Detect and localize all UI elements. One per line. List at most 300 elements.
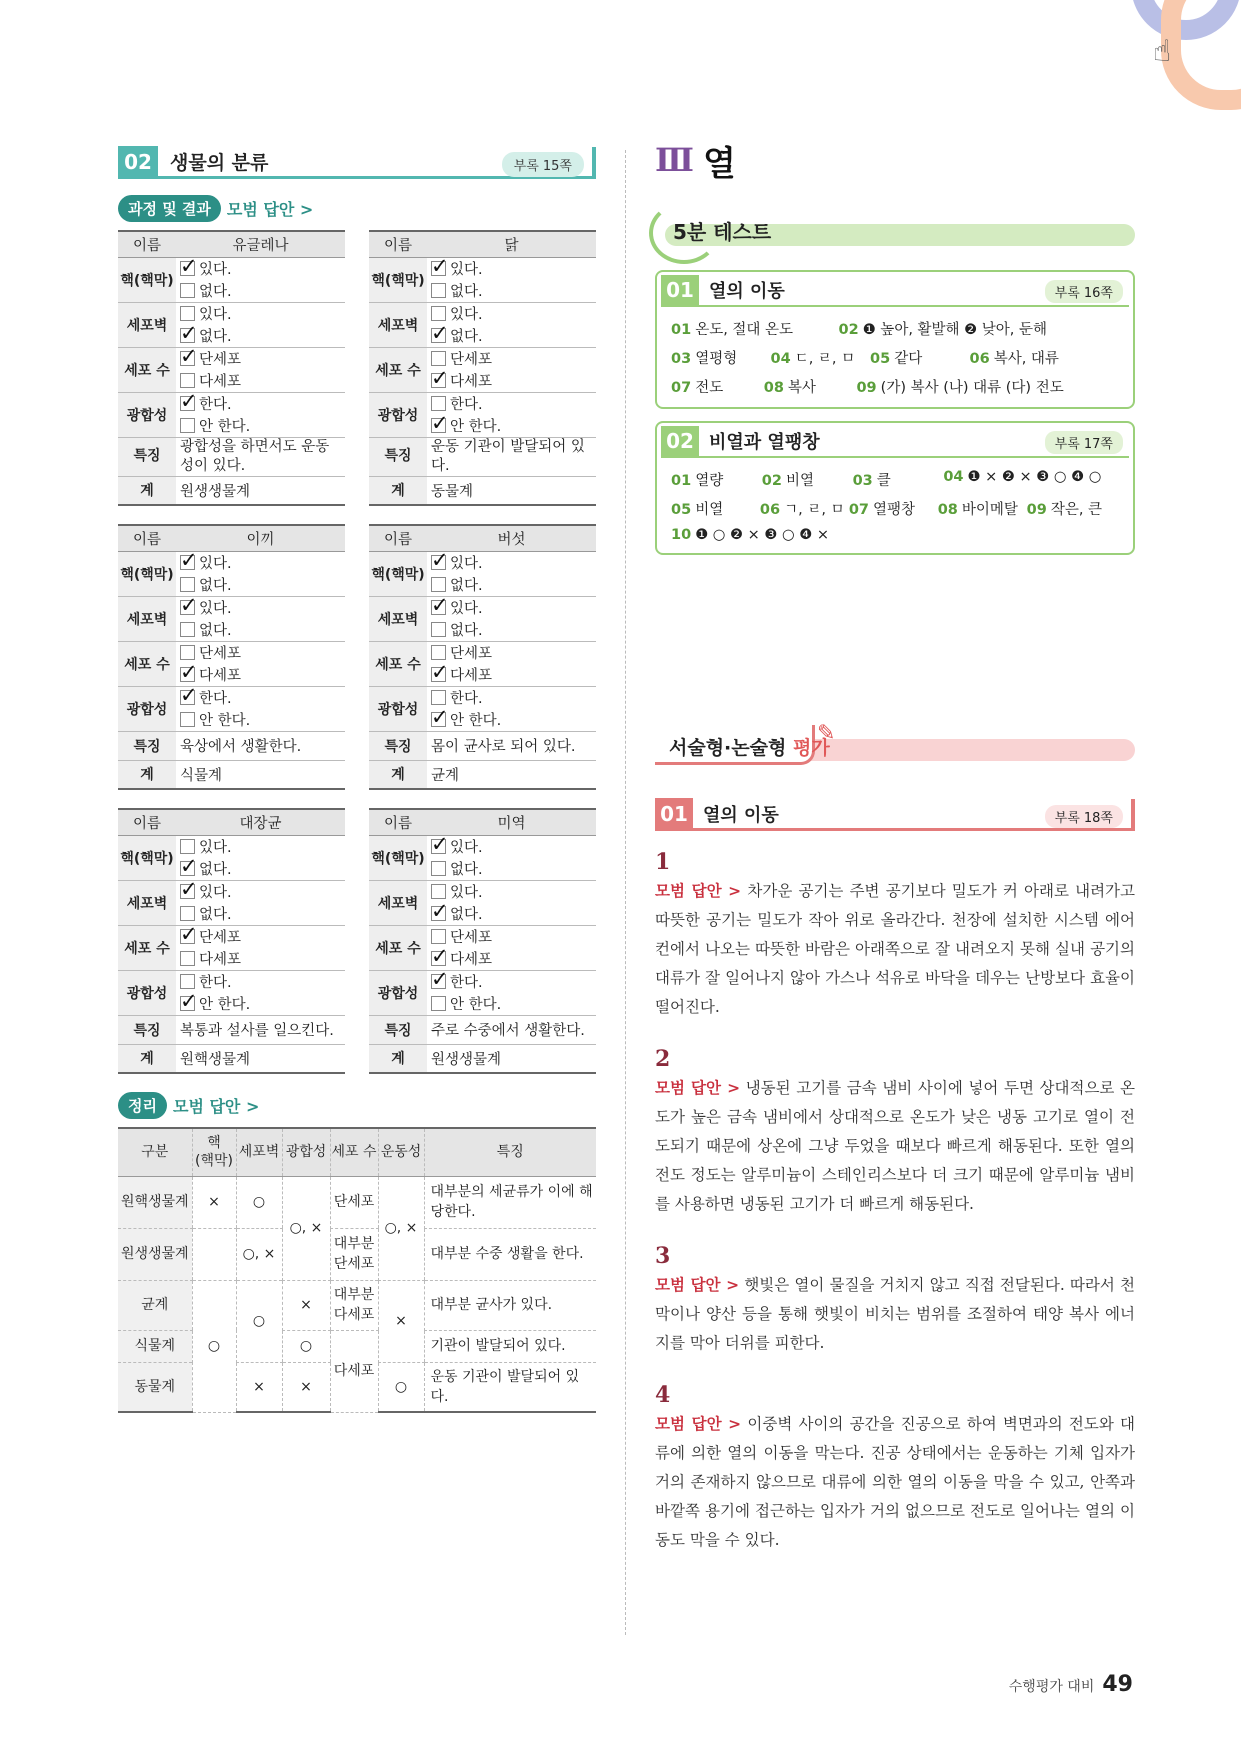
answer-row xyxy=(657,469,1133,490)
table-row xyxy=(369,835,596,880)
table-row xyxy=(369,641,596,686)
answer-number: 10 xyxy=(671,527,692,543)
checkbox-icon[interactable] xyxy=(180,600,195,615)
header-features: 특징 xyxy=(424,1128,596,1176)
checkbox-icon[interactable] xyxy=(431,974,446,989)
organism-table xyxy=(118,524,345,790)
answer-number: 07 xyxy=(671,380,692,396)
checkbox-icon[interactable] xyxy=(180,328,195,343)
option-a[interactable] xyxy=(180,552,262,573)
row-key: 핵(핵막) xyxy=(118,551,176,596)
table-row xyxy=(118,1015,345,1044)
checkbox-icon[interactable] xyxy=(180,712,195,727)
option-a[interactable] xyxy=(431,836,513,857)
option-label: 한다. xyxy=(199,974,232,991)
checkbox-icon[interactable] xyxy=(180,373,195,388)
option-label: 단세포 xyxy=(199,351,242,368)
cell: 운동 기관이 발달되어 있다. xyxy=(424,1362,596,1412)
option-label: 한다. xyxy=(199,690,232,707)
summary-header-row xyxy=(118,1128,596,1176)
row-value xyxy=(427,596,596,641)
table-row xyxy=(118,686,345,731)
option-label: 있다. xyxy=(450,839,483,856)
column-divider xyxy=(625,150,626,1635)
answer-body: 이중벽 사이의 공간을 진공으로 하여 벽면과의 전도와 대류에 의한 열의 이동을 막는다. 진공 상태에서는 운동하는 기체 입자가 거의 존재하지 않으므로 대류에 의한 열의 이동을 막을 수 있고, 안쪽과 바깥쪽 용기에 접근하는 입자가 거의 없으므로 전도로 일어나는 열의 이동도 막을 수 있다. xyxy=(655,1415,1135,1549)
essay-section-header xyxy=(655,799,1135,831)
summary-row xyxy=(118,1280,596,1330)
pointing-hand-icon: ☝ xyxy=(1153,34,1172,69)
summary-table xyxy=(118,1127,596,1413)
option-label: 있다. xyxy=(199,261,232,278)
row-key: 세포 수 xyxy=(118,925,176,970)
row-label: 원핵생물계 xyxy=(118,1176,192,1228)
answer-text: 비열 xyxy=(785,473,814,489)
option-a[interactable] xyxy=(180,687,262,708)
essay-section-title: 열의 이동 xyxy=(703,804,779,826)
checkbox-icon[interactable] xyxy=(431,951,446,966)
row-key: 핵(핵막) xyxy=(118,257,176,302)
process-pill: 과정 및 결과 xyxy=(118,195,221,222)
option-b[interactable] xyxy=(180,574,262,595)
checkbox-icon[interactable] xyxy=(180,261,195,276)
checkbox-icon[interactable] xyxy=(431,622,446,637)
option-label: 있다. xyxy=(199,839,232,856)
option-b[interactable] xyxy=(180,280,262,301)
card-underline xyxy=(661,456,1129,458)
option-b[interactable] xyxy=(180,993,262,1014)
answer-number: 08 xyxy=(763,380,784,396)
section-header xyxy=(118,147,596,179)
checkbox-icon[interactable] xyxy=(431,577,446,592)
option-label: 있다. xyxy=(450,600,483,617)
question-number: 2 xyxy=(655,1046,671,1072)
question-answer xyxy=(655,1410,1135,1555)
writing-icon: ✎ xyxy=(817,721,836,746)
essay-section-endbar xyxy=(1131,799,1135,831)
essay-question xyxy=(655,1382,1135,1555)
organism-table xyxy=(118,808,345,1074)
answer-number: 06 xyxy=(759,502,781,518)
row-key: 핵(핵막) xyxy=(369,835,427,880)
option-label: 없다. xyxy=(450,328,483,345)
model-answer-label: 모범 답안 > xyxy=(226,200,314,219)
essay-appendix-ref: 부록 18쪽 xyxy=(1045,805,1123,828)
page-footer xyxy=(1009,1672,1133,1697)
answer-item xyxy=(856,376,1133,397)
table-row xyxy=(369,437,596,476)
cell: × xyxy=(282,1362,330,1412)
cell: 대부분 수중 생활을 한다. xyxy=(424,1228,596,1280)
organism-table xyxy=(369,230,596,506)
row-value: 복통과 설사를 일으킨다. xyxy=(176,1015,345,1044)
checkbox-icon[interactable] xyxy=(431,884,446,899)
table-row xyxy=(369,760,596,789)
option-b[interactable] xyxy=(180,948,262,969)
option-b[interactable] xyxy=(431,858,513,879)
right-column xyxy=(655,140,1135,1555)
cell: ○ xyxy=(236,1176,282,1228)
checkbox-icon[interactable] xyxy=(431,667,446,682)
option-label: 있다. xyxy=(199,600,232,617)
footer-text: 수행평가 대비 xyxy=(1008,1679,1095,1695)
checkbox-icon[interactable] xyxy=(431,328,446,343)
row-key: 특징 xyxy=(369,731,427,760)
answer-text: 바이메탈 xyxy=(961,502,1018,518)
row-value: 균계 xyxy=(427,760,596,789)
header-nucleus: 핵 (핵막) xyxy=(192,1128,236,1176)
row-value: 주로 수중에서 생활한다. xyxy=(427,1015,596,1044)
option-label: 없다. xyxy=(199,906,232,923)
card-header xyxy=(657,423,1133,455)
option-label: 한다. xyxy=(450,396,483,413)
checkbox-icon[interactable] xyxy=(431,861,446,876)
checkbox-icon[interactable] xyxy=(180,839,195,854)
banner-label: 5분 테스트 xyxy=(673,220,772,244)
row-value xyxy=(427,686,596,731)
checkbox-icon[interactable] xyxy=(180,974,195,989)
option-b[interactable] xyxy=(180,325,262,346)
row-key: 세포 수 xyxy=(369,347,427,392)
checkbox-icon[interactable] xyxy=(180,283,195,298)
row-value xyxy=(176,347,345,392)
header-motility: 운동성 xyxy=(378,1128,424,1176)
row-value: 육상에서 생활한다. xyxy=(176,731,345,760)
option-label: 다세포 xyxy=(450,667,493,684)
answer-item xyxy=(970,347,1133,368)
checkbox-icon[interactable] xyxy=(431,396,446,411)
answer-number: 05 xyxy=(671,502,692,518)
row-label: 균계 xyxy=(118,1280,192,1330)
page-number: 49 xyxy=(1102,1672,1133,1697)
card-title: 열의 이동 xyxy=(709,281,785,302)
row-key: 핵(핵막) xyxy=(369,257,427,302)
option-b[interactable] xyxy=(431,619,513,640)
row-value xyxy=(427,347,596,392)
cell: ○ xyxy=(282,1330,330,1362)
row-value xyxy=(176,392,345,437)
table-row xyxy=(118,437,345,476)
row-key: 세포벽 xyxy=(369,302,427,347)
row-value xyxy=(427,880,596,925)
checkbox-icon[interactable] xyxy=(180,929,195,944)
cell: ○, × xyxy=(378,1176,424,1280)
option-label: 안 한다. xyxy=(450,996,502,1013)
row-value xyxy=(176,970,345,1015)
cell xyxy=(192,1228,236,1280)
row-key: 광합성 xyxy=(369,970,427,1015)
option-b[interactable] xyxy=(431,903,513,924)
answer-text: 비열 xyxy=(695,502,724,518)
cell: 단세포 xyxy=(330,1176,378,1228)
answer-body: 냉동된 고기를 금속 냄비 사이에 넣어 두면 상대적으로 온도가 높은 금속 냄비에서 상대적으로 온도가 낮은 냉동 고기로 열이 전도되기 때문에 상온에 그냥 두었을 때보다 빠르게 해동된다. 또한 열의 전도 정도는 알루미늄이 스테인리스보다 더 크기 때문에 알루미늄 냄비를 사용하면 냉동된 고기가 더 빠르게 해동된다. xyxy=(655,1079,1135,1213)
row-key: 세포벽 xyxy=(369,596,427,641)
model-answer-tag: 모범 답안 > xyxy=(655,882,742,900)
checkbox-icon[interactable] xyxy=(180,884,195,899)
option-b[interactable] xyxy=(180,619,262,640)
answer-number: 08 xyxy=(937,502,958,518)
answer-number: 03 xyxy=(852,473,873,489)
answer-text: 클 xyxy=(876,473,891,489)
row-value xyxy=(176,302,345,347)
table-row xyxy=(369,596,596,641)
checkbox-icon[interactable] xyxy=(180,396,195,411)
row-key: 계 xyxy=(118,760,176,789)
answer-text: (가) 복사 (나) 대류 (다) 전도 xyxy=(880,380,1064,396)
option-a[interactable] xyxy=(180,926,262,947)
answer-text: 전도 xyxy=(695,380,724,396)
option-label: 안 한다. xyxy=(199,712,251,729)
cell: ○, × xyxy=(236,1228,282,1280)
option-b[interactable] xyxy=(431,325,513,346)
cell: × xyxy=(236,1362,282,1412)
option-label: 안 한다. xyxy=(199,418,251,435)
option-label: 없다. xyxy=(199,861,232,878)
cell: 대부분 단세포 xyxy=(330,1228,378,1280)
option-b[interactable] xyxy=(431,415,513,436)
row-value: 동물계 xyxy=(427,476,596,505)
table-row xyxy=(118,880,345,925)
row-key: 계 xyxy=(369,1044,427,1073)
checkbox-icon[interactable] xyxy=(431,306,446,321)
answer-item xyxy=(771,347,871,368)
option-b[interactable] xyxy=(180,664,262,685)
checkbox-icon[interactable] xyxy=(431,373,446,388)
checkbox-icon[interactable] xyxy=(180,690,195,705)
row-key: 핵(핵막) xyxy=(118,835,176,880)
option-label: 다세포 xyxy=(199,667,242,684)
header-cell-count: 세포 수 xyxy=(330,1128,378,1176)
answer-text: 복사 xyxy=(787,380,816,396)
checkbox-icon[interactable] xyxy=(431,555,446,570)
table-row xyxy=(369,686,596,731)
name-header: 이름 xyxy=(369,525,427,551)
question-number: 3 xyxy=(655,1243,671,1269)
header-cell-wall: 세포벽 xyxy=(236,1128,282,1176)
checkbox-icon[interactable] xyxy=(180,306,195,321)
checkbox-icon[interactable] xyxy=(431,283,446,298)
row-value xyxy=(427,551,596,596)
checkbox-icon[interactable] xyxy=(431,712,446,727)
summary-row xyxy=(118,1228,596,1280)
option-b[interactable] xyxy=(431,709,513,730)
option-b[interactable] xyxy=(431,993,513,1014)
left-column xyxy=(118,147,596,1413)
option-a[interactable] xyxy=(431,552,513,573)
answer-item xyxy=(870,347,970,368)
corner-decoration xyxy=(1061,0,1241,120)
row-value: 몸이 균사로 되어 있다. xyxy=(427,731,596,760)
table-row xyxy=(369,970,596,1015)
row-value: 운동 기관이 발달되어 있다. xyxy=(427,437,596,476)
option-a[interactable] xyxy=(180,393,262,414)
answer-number: 01 xyxy=(671,473,692,489)
checkbox-icon[interactable] xyxy=(180,906,195,921)
answer-text: ㄷ, ㄹ, ㅁ xyxy=(794,351,856,367)
table-header-row xyxy=(369,525,596,551)
answer-item xyxy=(1027,498,1133,519)
option-label: 다세포 xyxy=(450,373,493,390)
answer-row xyxy=(657,527,1133,543)
option-b[interactable] xyxy=(431,280,513,301)
row-key: 세포 수 xyxy=(369,641,427,686)
essay-label-a: 서술형·논술형 xyxy=(669,737,787,759)
checkbox-icon[interactable] xyxy=(180,577,195,592)
table-row xyxy=(118,596,345,641)
table-row xyxy=(118,925,345,970)
table-row xyxy=(369,347,596,392)
row-value: 광합성을 하면서도 운동성이 있다. xyxy=(176,437,345,476)
row-value xyxy=(176,686,345,731)
option-b[interactable] xyxy=(180,903,262,924)
option-label: 있다. xyxy=(450,261,483,278)
row-key: 핵(핵막) xyxy=(369,551,427,596)
model-answer-tag: 모범 답안 > xyxy=(655,1415,742,1433)
cell: 대부분 균사가 있다. xyxy=(424,1280,596,1330)
table-row xyxy=(369,880,596,925)
option-b[interactable] xyxy=(431,664,513,685)
option-b[interactable] xyxy=(431,370,513,391)
essay-question xyxy=(655,1243,1135,1358)
table-header-row xyxy=(369,231,596,257)
row-label: 동물계 xyxy=(118,1362,192,1412)
checkbox-icon[interactable] xyxy=(431,690,446,705)
option-a[interactable] xyxy=(180,348,262,369)
option-label: 있다. xyxy=(199,555,232,572)
row-value xyxy=(427,835,596,880)
answer-number: 04 xyxy=(770,351,791,367)
answer-item xyxy=(671,376,764,397)
checkbox-icon[interactable] xyxy=(180,418,195,433)
model-answer-tag: 모범 답안 > xyxy=(655,1079,741,1097)
answer-text: 복사, 대류 xyxy=(993,351,1059,367)
option-label: 다세포 xyxy=(199,373,242,390)
organism-name: 대장균 xyxy=(176,809,345,835)
checkbox-icon[interactable] xyxy=(431,261,446,276)
answer-row xyxy=(657,347,1133,368)
table-row xyxy=(118,257,345,302)
answer-text: ❶ × ❷ × ❸ ○ ❹ ○ xyxy=(967,469,1102,485)
name-header: 이름 xyxy=(118,809,176,835)
checkbox-icon[interactable] xyxy=(431,418,446,433)
row-value xyxy=(427,302,596,347)
model-answer-tag: 모범 답안 > xyxy=(655,1276,740,1294)
checkbox-icon[interactable] xyxy=(431,351,446,366)
table-pair xyxy=(118,524,596,790)
cell: 대부분의 세균류가 이에 해당한다. xyxy=(424,1176,596,1228)
organism-name: 미역 xyxy=(427,809,596,835)
answer-item xyxy=(849,498,938,519)
option-label: 없다. xyxy=(450,622,483,639)
option-label: 단세포 xyxy=(199,929,242,946)
section-title: 생물의 분류 xyxy=(170,152,269,174)
checkbox-icon[interactable] xyxy=(180,622,195,637)
essay-section-number: 01 xyxy=(655,798,693,830)
answer-item xyxy=(671,498,760,519)
row-value xyxy=(427,641,596,686)
chapter-roman-numeral: Ⅲ xyxy=(655,141,691,179)
row-key: 광합성 xyxy=(118,686,176,731)
table-row xyxy=(118,1044,345,1073)
option-label: 있다. xyxy=(450,884,483,901)
checkbox-icon[interactable] xyxy=(431,600,446,615)
answer-item xyxy=(671,469,762,490)
answer-item xyxy=(839,318,1133,339)
name-header: 이름 xyxy=(369,231,427,257)
answer-item xyxy=(938,498,1027,519)
option-label: 한다. xyxy=(450,974,483,991)
checkbox-icon[interactable] xyxy=(180,861,195,876)
option-label: 있다. xyxy=(450,306,483,323)
checkbox-icon[interactable] xyxy=(431,996,446,1011)
checkbox-icon[interactable] xyxy=(180,645,195,660)
option-label: 한다. xyxy=(450,690,483,707)
row-key: 계 xyxy=(369,760,427,789)
table-row xyxy=(369,731,596,760)
card-header xyxy=(657,272,1133,304)
answer-number: 03 xyxy=(671,351,692,367)
checkbox-icon[interactable] xyxy=(431,645,446,660)
option-a[interactable] xyxy=(431,258,513,279)
checkbox-icon[interactable] xyxy=(180,951,195,966)
organism-name: 버섯 xyxy=(427,525,596,551)
option-a[interactable] xyxy=(180,881,262,902)
option-b[interactable] xyxy=(431,948,513,969)
answer-item xyxy=(671,347,771,368)
checkbox-icon[interactable] xyxy=(180,996,195,1011)
option-b[interactable] xyxy=(180,370,262,391)
row-value: 식물계 xyxy=(176,760,345,789)
question-answer xyxy=(655,1074,1135,1219)
option-a[interactable] xyxy=(180,258,262,279)
checkbox-icon[interactable] xyxy=(431,929,446,944)
question-number: 4 xyxy=(655,1382,671,1408)
option-a[interactable] xyxy=(431,597,513,618)
question-number: 1 xyxy=(655,849,671,875)
option-b[interactable] xyxy=(431,574,513,595)
checkbox-icon[interactable] xyxy=(180,667,195,682)
answer-text: 열평형 xyxy=(695,351,738,367)
option-b[interactable] xyxy=(180,415,262,436)
option-label: 있다. xyxy=(450,555,483,572)
option-label: 단세포 xyxy=(450,929,493,946)
table-header-row xyxy=(118,809,345,835)
answer-item xyxy=(671,318,839,339)
checkbox-icon[interactable] xyxy=(431,839,446,854)
answer-number: 05 xyxy=(870,351,891,367)
option-b[interactable] xyxy=(180,709,262,730)
row-key: 특징 xyxy=(118,437,176,476)
table-row xyxy=(369,1015,596,1044)
checkbox-icon[interactable] xyxy=(180,351,195,366)
row-key: 세포벽 xyxy=(118,880,176,925)
cell: 대부분 다세포 xyxy=(330,1280,378,1330)
option-b[interactable] xyxy=(180,858,262,879)
checkbox-icon[interactable] xyxy=(180,555,195,570)
table-header-row xyxy=(369,809,596,835)
row-key: 세포 수 xyxy=(369,925,427,970)
option-a[interactable] xyxy=(431,971,513,992)
answer-cards xyxy=(655,270,1135,555)
row-value xyxy=(176,880,345,925)
checkbox-icon[interactable] xyxy=(431,906,446,921)
answer-text: 열팽창 xyxy=(873,502,916,518)
answer-item xyxy=(943,469,1133,490)
option-a[interactable] xyxy=(180,597,262,618)
table-row xyxy=(118,551,345,596)
row-key: 계 xyxy=(118,476,176,505)
row-value xyxy=(176,641,345,686)
answer-item xyxy=(764,376,857,397)
